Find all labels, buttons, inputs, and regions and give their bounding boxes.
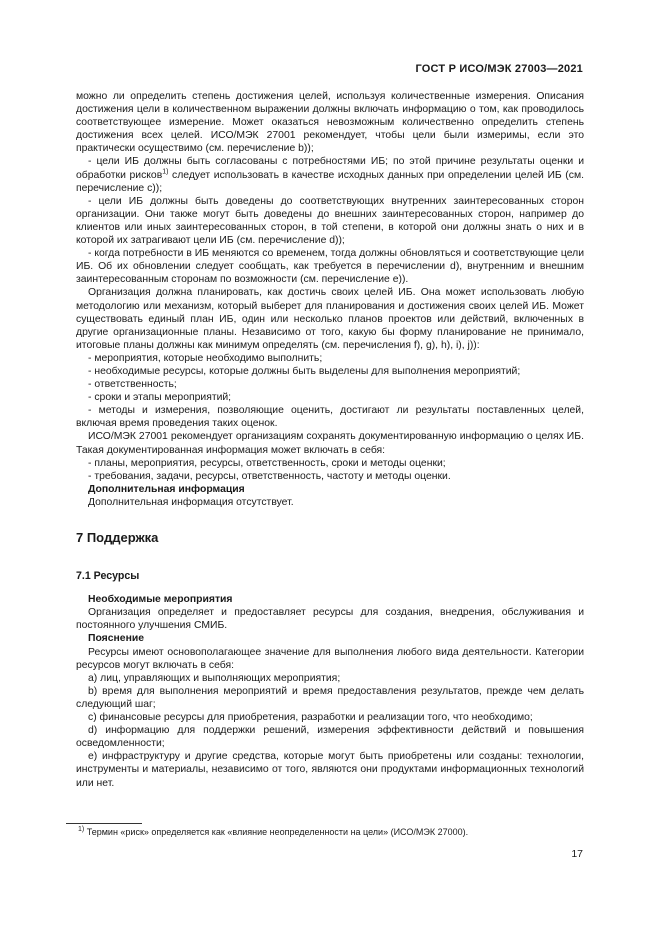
footnote-text: Термин «риск» определяется как «влияние неопределенности на цели» (ИСО/МЭК 27000). — [84, 827, 469, 837]
footnote-separator — [66, 823, 142, 824]
paragraph: - планы, мероприятия, ресурсы, ответственность, сроки и методы оценки; — [88, 457, 446, 469]
subheading: Дополнительная информация — [88, 483, 245, 495]
body-middle — [76, 195, 584, 509]
page-number: 17 — [571, 848, 583, 860]
footnote — [78, 827, 468, 837]
paragraph: Ресурсы имеют основополагающее значение для выполнения любого вида деятельности. Категории ресурсов могут включать в себя: — [76, 646, 584, 671]
paragraph: можно ли определить степень достижения целей, используя количественные измерения. Описания достижения цели в количественном выражении должны включать информацию о том, как проводилось соответствующее измерение. Может оказаться невозможным количественно определить степень достижения всех целей. ИСО/МЭК 27001 рекомендует, чтобы цели были измеримы, если это практически осуществимо (см. перечисление b)); — [76, 91, 584, 155]
body-bottom — [76, 593, 584, 789]
paragraph: - когда потребности в ИБ меняются со временем, тогда должны обновляться и соответствующие цели ИБ. Об их обновлении следует сообщать, как требуется в перечислении d), внутренним и внешним заинтересованным сторонам по возможности (см. перечисление e)). — [76, 248, 584, 286]
paragraph-text: следует использовать в качестве исходных данных при определении целей ИБ (см. перечисление c)); — [76, 169, 584, 194]
paragraph: - цели ИБ должны быть доведены до соответствующих внутренних заинтересованных сторон организации. Они также могут быть доведены до внешних заинтересованных сторон, например до клиентов или иных заинтересованных сторон, в той степени, в которой они должны знать о них и в которой их затрагивают цели ИБ (см. перечисление d)); — [76, 195, 584, 247]
paragraph: - необходимые ресурсы, которые должны быть выделены для выполнения мероприятий; — [88, 365, 521, 377]
subheading: Пояснение — [88, 633, 145, 645]
paragraph: - сроки и этапы мероприятий; — [88, 392, 232, 404]
paragraph: - мероприятия, которые необходимо выполнить; — [88, 352, 323, 364]
paragraph: Дополнительная информация отсутствует. — [88, 496, 294, 508]
paragraph: a) лиц, управляющих и выполняющих мероприятия; — [88, 672, 341, 684]
paragraph-text: - цели ИБ должны быть согласованы с потребностями ИБ; по этой причине результаты оценки и обработки рисков — [76, 156, 584, 181]
paragraph: - методы и измерения, позволяющие оценить, достигают ли результаты поставленных целей, включая время проведения таких оценок. — [76, 405, 584, 430]
paragraph: ИСО/МЭК 27001 рекомендует организациям сохранять документированную информацию о целях ИБ. Такая документированная информация может включать в себя: — [76, 431, 584, 456]
body-top — [76, 90, 584, 155]
paragraph: Организация определяет и предоставляет ресурсы для создания, внедрения, обслуживания и постоянного улучшения СМИБ. — [76, 607, 584, 632]
paragraph: c) финансовые ресурсы для приобретения, разработки и реализации того, что необходимо; — [88, 712, 533, 724]
paragraph: Организация должна планировать, как достичь своих целей ИБ. Она может использовать любую методологию или механизм, который выберет для планирования и достижения своих целей ИБ. Может существовать единый план ИБ, один или несколько планов проектов или действий, включенных в другие организационные планы. Независимо от того, какую бы форму планирование не принимало, итоговые планы должны как минимум определять (см. перечисления f), g), h), i), j)): — [76, 287, 584, 351]
footnote-ref[interactable]: 1) — [162, 168, 169, 176]
subheading: Необходимые мероприятия — [88, 594, 233, 606]
document-header: ГОСТ Р ИСО/МЭК 27003—2021 — [415, 63, 583, 75]
paragraph: b) время для выполнения мероприятий и время предоставления результатов, прежде чем делать следующий шаг; — [76, 685, 584, 710]
paragraph: - требования, задачи, ресурсы, ответственность, частоту и методы оценки. — [88, 470, 451, 482]
subsection-heading: 7.1 Ресурсы — [76, 570, 140, 583]
document-body — [76, 90, 584, 790]
section-heading: 7 Поддержка — [76, 530, 159, 545]
footnote-mark: 1) — [78, 826, 85, 833]
paragraph: e) инфраструктуру и другие средства, которые могут быть приобретены или созданы: технологии, инструменты и материалы, независимо от того, являются они продуктами информационных технологий или нет. — [76, 751, 584, 789]
paragraph: - ответственность; — [88, 379, 177, 391]
paragraph-with-footnote-ref — [76, 155, 584, 194]
paragraph: d) информацию для поддержки решений, измерения эффективности действий и повышения осведомленности; — [76, 725, 584, 750]
